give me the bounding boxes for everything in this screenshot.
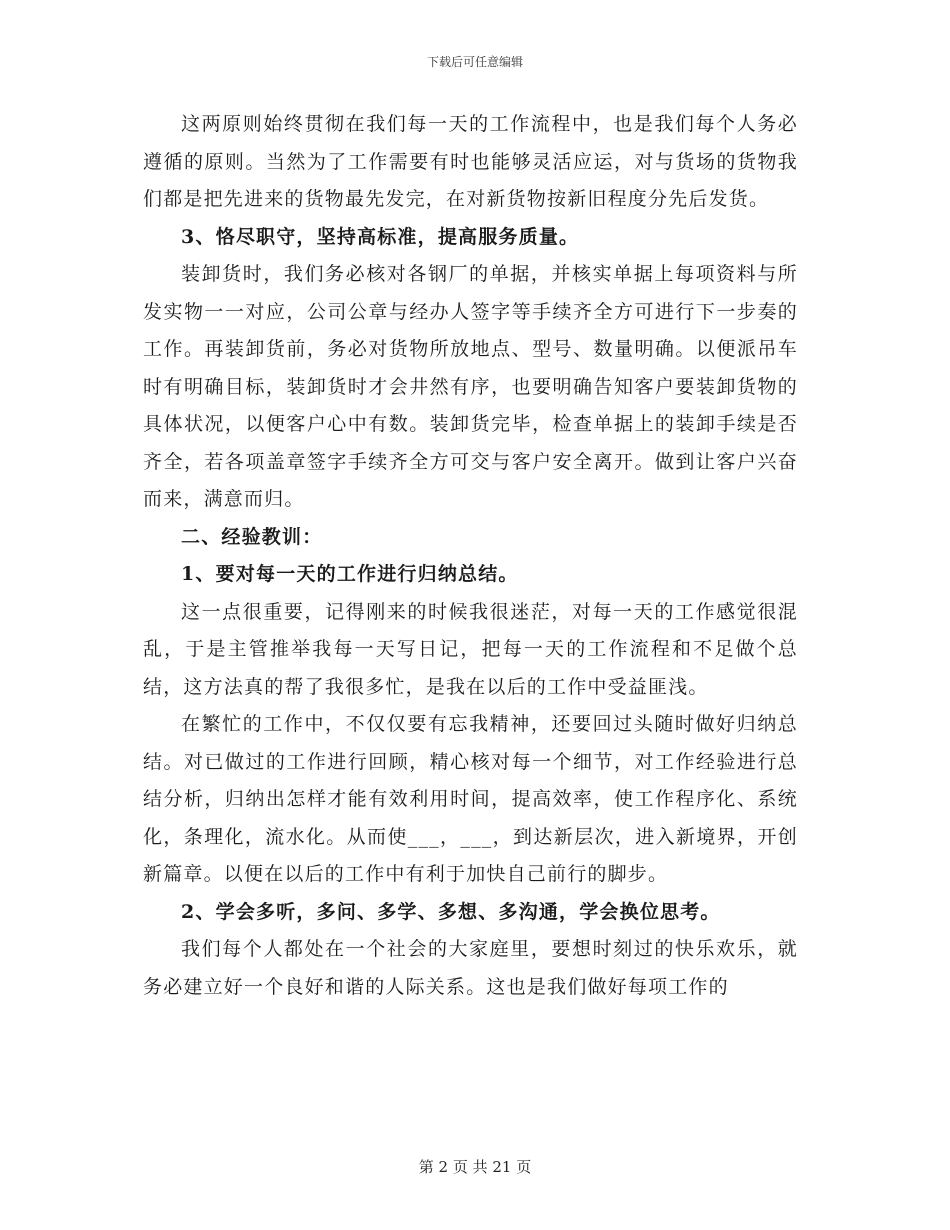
document-body [143,106,798,1006]
heading-daily-summary: 1、要对每一天的工作进行归纳总结。 [181,563,519,585]
paragraph-diary: 这一点很重要，记得刚来的时候我很迷茫，对每一天的工作感觉很混乱，于是主管推举我每一天写日记，把每一天的工作流程和不足做个总结，这方法真的帮了我很多忙，是我在以后的工作中受益匪浅。 [143,600,798,698]
paragraph-loading: 装卸货时，我们务必核对各钢厂的单据，并核实单据上每项资料与所发实物一一对应，公司公章与经办人签字等手续齐全方可进行下一步奏的工作。再装卸货前，务必对货物所放地点、型号、数量明确。以便派吊车时有明确目标，装卸货时才会井然有序，也要明确告知客户要装卸货物的具体状况，以便客户心中有数。装卸货完毕，检查单据上的装卸手续是否齐全，若各项盖章签字手续齐全方可交与客户安全离开。做到让客户兴奋而来，满意而归。 [143,263,798,510]
heading-communication: 2、学会多听，多问、多学、多想、多沟通，学会换位思考。 [181,900,721,923]
paragraph-relationships: 我们每个人都处在一个社会的大家庭里，要想时刻过的快乐欢乐，就务必建立好一个良好和谐的人际关系。这也是我们做好每项工作的 [143,938,798,998]
page-number: 第 2 页 共 21 页 [418,1158,532,1176]
heading-service-quality: 3、恪尽职守，坚持高标准，提高服务质量。 [181,225,580,248]
paragraph-review: 在繁忙的工作中，不仅仅要有忘我精神，还要回过头随时做好归纳总结。对已做过的工作进行回顾，精心核对每一个细节，对工作经验进行总结分析，归纳出怎样才能有效利用时间，提高效率，使工作程序化、系统化，条理化，流水化。从而使___，___，到达新层次，进入新境界，开创新篇章。以便在以后的工作中有利于加快自己前行的脚步。 [143,713,798,885]
paragraph-principles: 这两原则始终贯彻在我们每一天的工作流程中，也是我们每个人务必遵循的原则。当然为了工作需要有时也能够灵活应运，对与货场的货物我们都是把先进来的货物最先发完，在对新货物按新旧程度分先后发货。 [143,113,798,210]
page-header: 下载后可任意编辑 [426,55,523,69]
heading-lessons: 二、经验教训： [181,525,323,548]
